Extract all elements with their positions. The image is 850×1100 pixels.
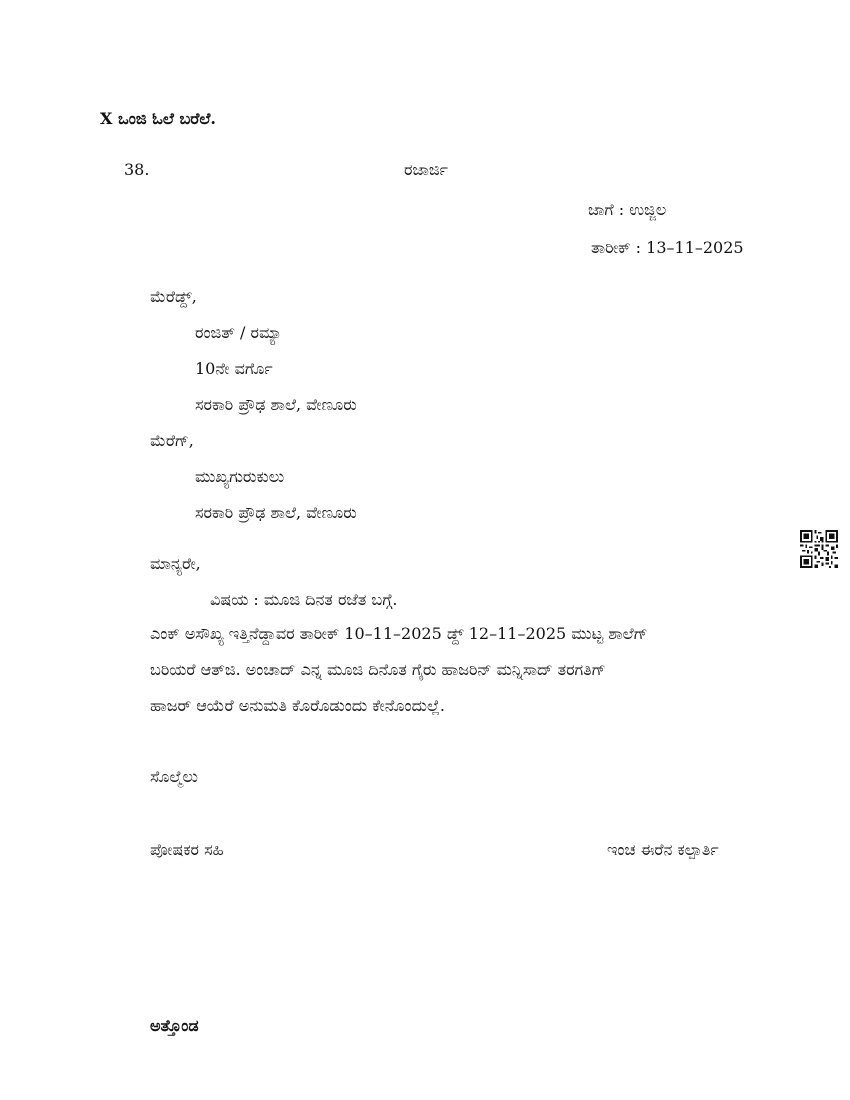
from-line: 10ನೇ ವರ್ಗೊ (195, 359, 273, 378)
place-value: ಉಜ್ಜಿಲ (629, 200, 667, 219)
place-label: ಜಾಗೆ (588, 200, 614, 219)
body-line: ಬರಿಯರೆ ಆತ್‌ಜಿ. ಅಂಚಾದ್ ಎನ್ನ ಮೂಜಿ ದಿನೊತ ಗೈರು ಹಾಜರಿನ್ ಮನ್ನಿಸಾದ್ ತರಗತಿಗ್ (150, 660, 606, 679)
body-line: ಎಂಕ್ ಅಸೌಖ್ಯ ಇತ್ತಿನೆಡ್ದಾವರ ತಾರೀಕ್ 10–11–2025 ಡ್ದ್ 12–11–2025 ಮುಟ್ಟ ಶಾಲೆಗ್ (150, 624, 648, 643)
date-label: ತಾರೀಕ್ (591, 238, 631, 257)
footer-word: ಅತ್ತೊಂಡ (150, 1016, 199, 1035)
closing: ಸೊಲ್ಮೆಲು (150, 767, 198, 786)
exercise-heading: X ಒಂಜಿ ಓಲೆ ಬರೆಲೆ. (100, 109, 216, 128)
from-label: ಮೆರೆಡ್ದ್, (150, 287, 197, 306)
qr-code-icon (800, 530, 838, 568)
place-row (588, 200, 666, 220)
to-line: ಮುಖ್ಯಗುರುಕುಲು (195, 467, 285, 486)
signature-left: ಪೋಷಕರ ಸಹಿ (150, 840, 224, 859)
salutation: ಮಾನ್ಯರೇ, (150, 554, 201, 573)
to-line: ಸರಕಾರಿ ಪ್ರೌಢ ಶಾಲೆ, ವೇಣೂರು (195, 503, 357, 522)
signature-right: ಇಂಚ ಈರೆನ ಕಲ್ಪಾರ್ತಿ (607, 840, 719, 859)
from-line: ಸರಕಾರಿ ಪ್ರೌಢ ಶಾಲೆ, ವೇಣೂರು (195, 395, 357, 414)
date-separator: : (635, 238, 642, 257)
from-line: ರಂಜಿತ್ / ರಮ್ಯಾ (195, 323, 283, 342)
to-label: ಮೆರೆಗ್, (150, 431, 194, 450)
body-line: ಹಾಜರ್ ಆಯೆರೆ ಅನುಮತಿ ಕೊರೊಡುಂದು ಕೇನೊಂದುಲ್ಲೆ. (150, 696, 445, 715)
date-row (591, 238, 744, 258)
letter-title: ರಜಾರ್ಜಿ (404, 160, 448, 179)
place-separator: : (618, 200, 625, 219)
date-value: 13–11–2025 (646, 238, 744, 257)
subject-line: ವಿಷಯ : ಮೂಜಿ ದಿನತ ರಜೆತ ಬಗ್ಗೆ. (210, 590, 398, 609)
question-number: 38. (124, 160, 150, 179)
